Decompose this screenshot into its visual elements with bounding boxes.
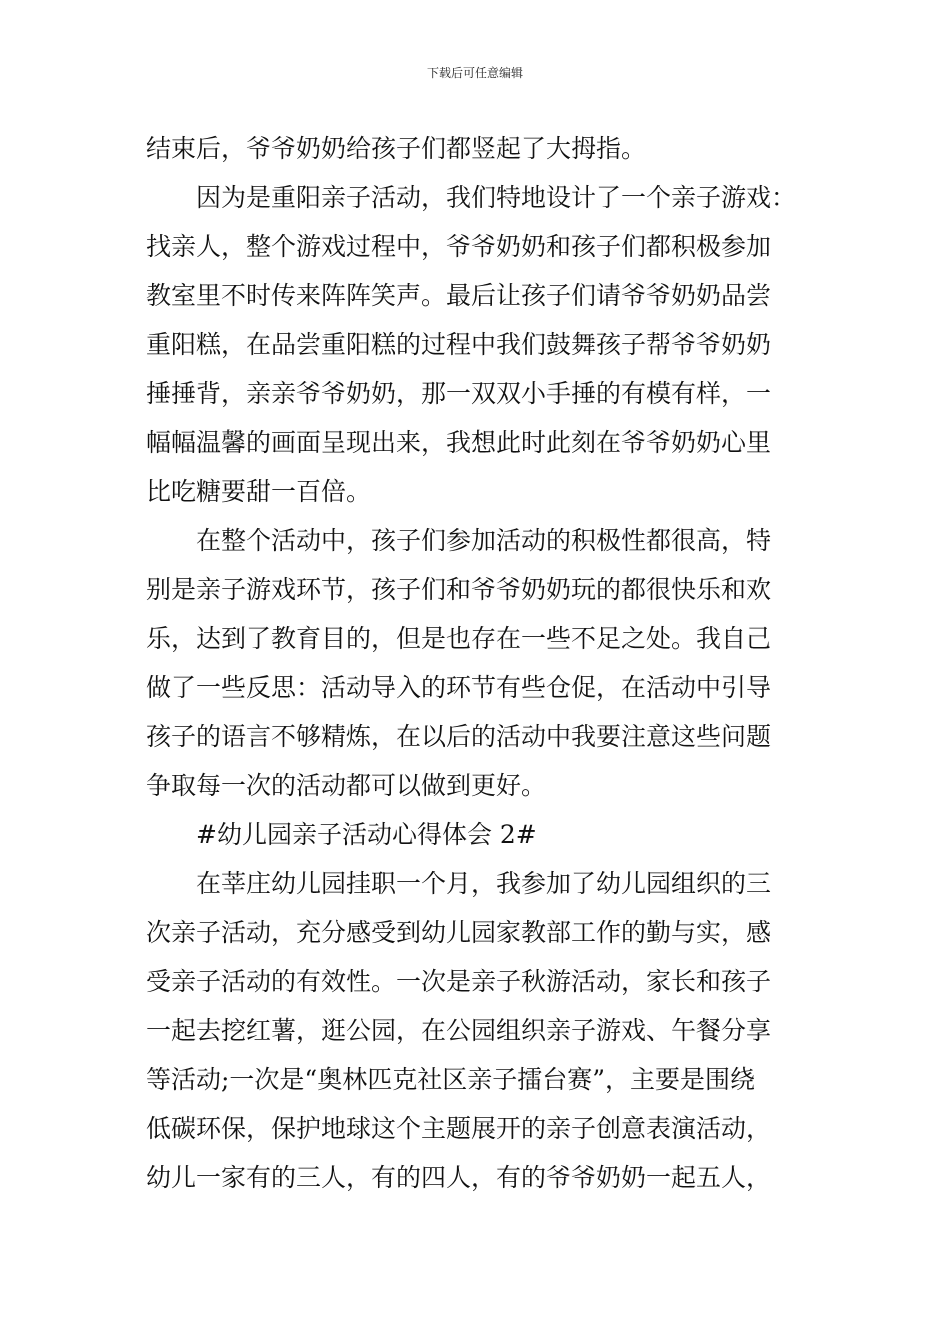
text-line: 教室里不时传来阵阵笑声。最后让孩子们请爷爷奶奶品尝	[146, 281, 772, 310]
text-line: 因为是重阳亲子活动，我们特地设计了一个亲子游戏：	[196, 183, 797, 212]
text-line: 在整个活动中，孩子们参加活动的积极性都很高，特	[196, 526, 772, 555]
text-line: 等活动;一次是“奥林匹克社区亲子擂台赛”，主要是围绕	[146, 1065, 755, 1094]
text-line: 孩子的语言不够精炼，在以后的活动中我要注意这些问题	[146, 722, 772, 751]
text-line: 受亲子活动的有效性。一次是亲子秋游活动，家长和孩子	[146, 967, 772, 996]
text-line: 做了一些反思：活动导入的环节有些仓促，在活动中引导	[146, 673, 772, 702]
text-line: 乐，达到了教育目的，但是也存在一些不足之处。我自己	[146, 624, 772, 653]
text-line: 别是亲子游戏环节，孩子们和爷爷奶奶玩的都很快乐和欢	[146, 575, 772, 604]
text-line: 比吃糖要甜一百倍。	[146, 477, 372, 506]
page-header: 下载后可任意编辑	[426, 66, 523, 80]
text-line: 争取每一次的活动都可以做到更好。	[146, 771, 547, 800]
text-line: 幼儿一家有的三人，有的四人，有的爷爷奶奶一起五人，	[146, 1163, 772, 1192]
text-line: 结束后，爷爷奶奶给孩子们都竖起了大拇指。	[146, 134, 647, 163]
text-line: 在莘庄幼儿园挂职一个月，我参加了幼儿园组织的三	[196, 869, 772, 898]
section-heading: #幼儿园亲子活动心得体会 2#	[196, 820, 537, 849]
text-line: 找亲人，整个游戏过程中，爷爷奶奶和孩子们都积极参加	[146, 232, 772, 261]
text-line: 次亲子活动，充分感受到幼儿园家教部工作的勤与实，感	[146, 918, 772, 947]
text-line: 重阳糕，在品尝重阳糕的过程中我们鼓舞孩子帮爷爷奶奶	[146, 330, 772, 359]
text-line: 低碳环保，保护地球这个主题展开的亲子创意表演活动，	[146, 1114, 772, 1143]
document-body	[146, 124, 811, 1202]
text-line: 一起去挖红薯，逛公园，在公园组织亲子游戏、午餐分享	[146, 1016, 772, 1045]
text-line: 捶捶背，亲亲爷爷奶奶，那一双双小手捶的有模有样，一	[146, 379, 772, 408]
text-line: 幅幅温馨的画面呈现出来，我想此时此刻在爷爷奶奶心里	[146, 428, 772, 457]
